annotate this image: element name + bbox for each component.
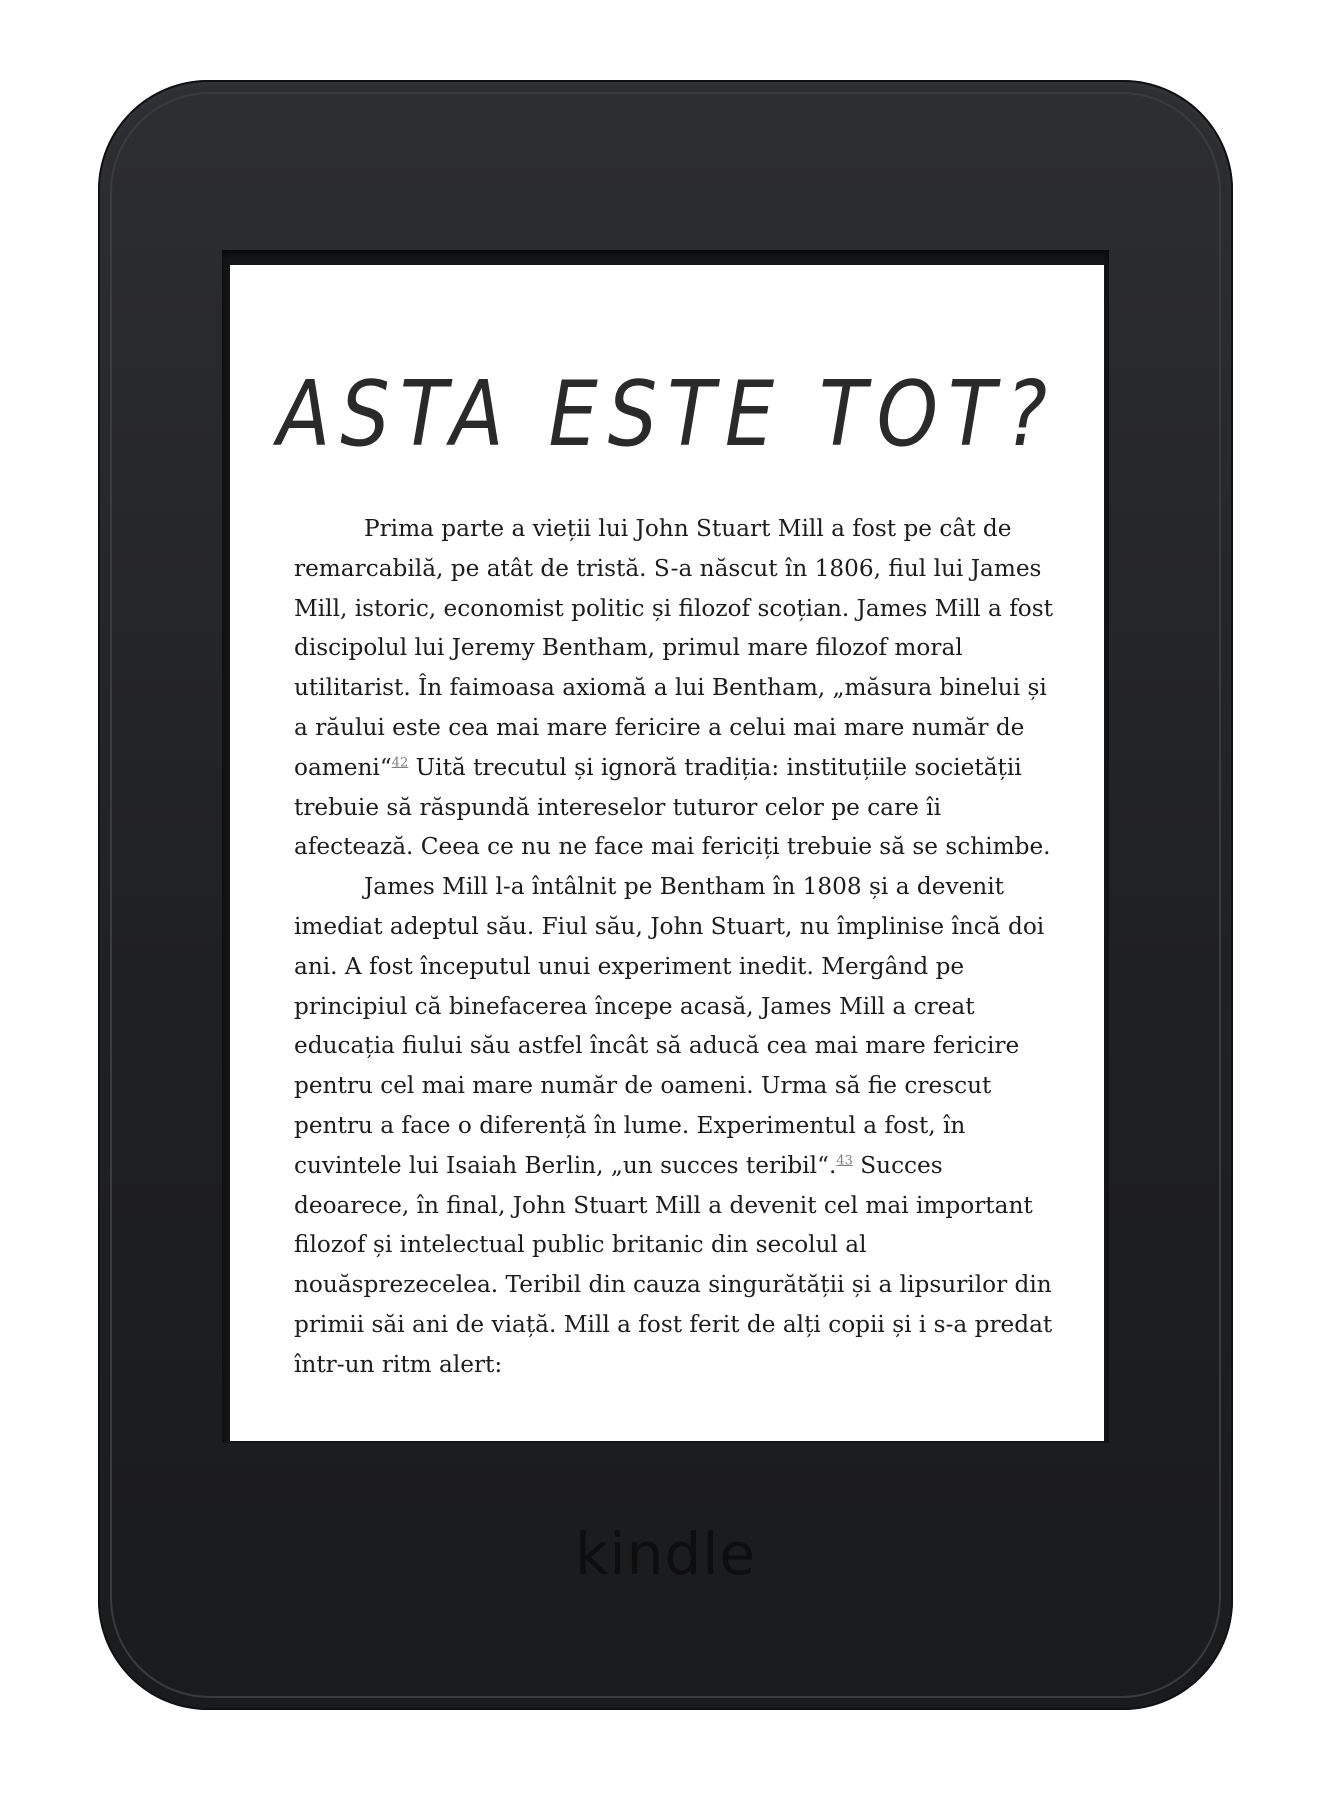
footnote-link-43[interactable]: 43: [836, 1153, 853, 1169]
paragraph-2: [294, 867, 1064, 1384]
chapter-title: ASTA ESTE TOT?: [276, 363, 1058, 467]
paragraph-2-text-b: Succes deoarece, în final, John Stuart Mill a devenit cel mai important filozof și intelectual public britanic din secolul al nouăsprezecelea. Teribil din cauza singurătății și a lipsurilor din primii săi ani de viață. Mill a fost ferit de alți copii și i s-a predat într-un ritm alert:: [294, 1151, 1053, 1378]
paragraph-1-text-b: Uită trecutul și ignoră tradiția: instituțiile societății trebuie să răspundă intereselor tuturor celor pe care îi afectează. Ceea ce nu ne face mai fericiți trebuie să se schimbe.: [294, 753, 1051, 861]
footnote-link-42[interactable]: 42: [391, 755, 409, 771]
book-text: [294, 509, 1064, 1385]
paragraph-1: [294, 509, 1064, 867]
kindle-device: [98, 80, 1233, 1710]
paragraph-1-text-a: Prima parte a vieții lui John Stuart Mill a fost pe cât de remarcabilă, pe atât de tristă. S-a născut în 1806, fiul lui James Mill, istoric, economist politic și filozof scoțian. James Mill a fost discipolul lui Jeremy Bentham, primul mare filozof moral utilitarist. În faimoasa axiomă a lui Bentham, „măsura binelui și a răului este cea mai mare fericire a celui mai mare număr de oameni“: [294, 515, 1053, 781]
ereader-screen[interactable]: [230, 265, 1104, 1441]
paragraph-2-text-a: James Mill l-a întâlnit pe Bentham în 1808 și a devenit imediat adeptul său. Fiul său, John Stuart, nu împlinise încă doi ani. A fost începutul unui experiment inedit. Mergând pe principiul că binefacerea începe acasă, James Mill a creat educația fiului său astfel încât să aducă cea mai mare fericire pentru cel mai mare număr de oameni. Urma să fie crescut pentru a face o diferență în lume. Experimentul a fost, în cuvintele lui Isaiah Berlin, „un succes teribil“.: [294, 873, 1045, 1179]
kindle-logo: kindle: [574, 1520, 757, 1588]
